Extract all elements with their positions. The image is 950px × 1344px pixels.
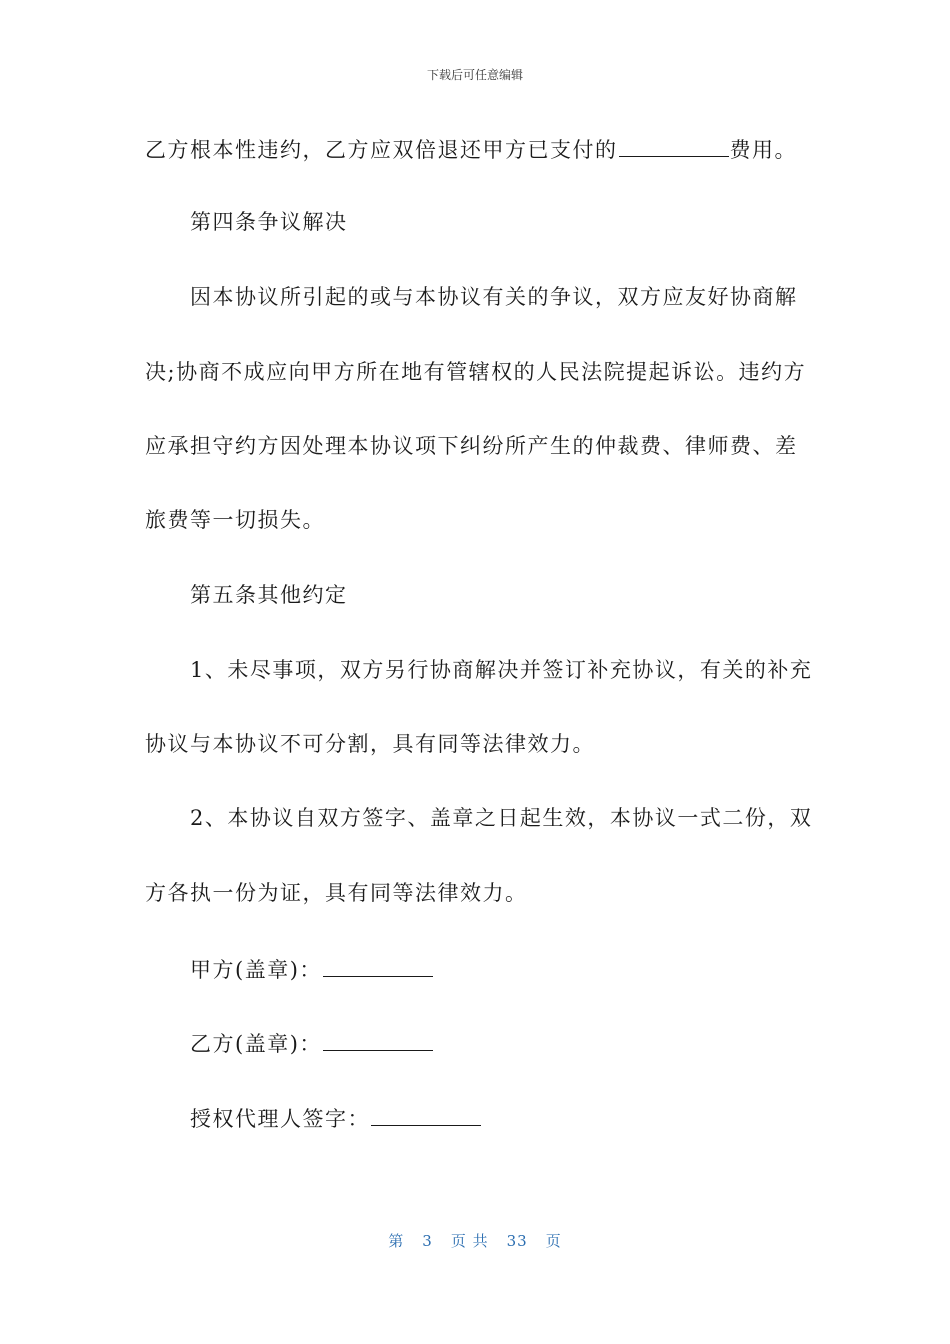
signature-blank[interactable] xyxy=(371,1105,481,1126)
article-4-title: 第四条争议解决 xyxy=(190,210,348,234)
signature-label: 甲方(盖章)： xyxy=(190,958,322,982)
paragraph-line xyxy=(145,136,797,162)
page-suffix: 页 xyxy=(545,1232,562,1250)
page-total: 33 xyxy=(506,1232,528,1250)
signature-party-a xyxy=(190,956,434,982)
fill-in-blank[interactable] xyxy=(619,136,729,157)
paragraph-text: 费用。 xyxy=(729,138,797,162)
paragraph-line: 方各执一份为证，具有同等法律效力。 xyxy=(145,881,528,905)
paragraph-line: 决;协商不成应向甲方所在地有管辖权的人民法院提起诉讼。违约方 xyxy=(145,360,807,384)
paragraph-line: 2、本协议自双方签字、盖章之日起生效，本协议一式二份，双 xyxy=(190,806,813,830)
signature-blank[interactable] xyxy=(323,1030,433,1051)
paragraph-text: 乙方根本性违约，乙方应双倍退还甲方已支付的 xyxy=(145,138,618,162)
paragraph-line: 旅费等一切损失。 xyxy=(145,508,325,532)
paragraph-line: 应承担守约方因处理本协议项下纠纷所产生的仲裁费、律师费、差 xyxy=(145,434,798,458)
page-mid: 页 共 xyxy=(450,1232,489,1250)
article-5-title: 第五条其他约定 xyxy=(190,583,348,607)
page-prefix: 第 xyxy=(388,1232,405,1250)
signature-label: 授权代理人签字： xyxy=(190,1107,370,1131)
page-number: 3 xyxy=(422,1232,433,1250)
signature-label: 乙方(盖章)： xyxy=(190,1032,322,1056)
signature-agent xyxy=(190,1105,482,1131)
page-footer xyxy=(0,1230,950,1251)
paragraph-line: 1、未尽事项，双方另行协商解决并签订补充协议，有关的补充 xyxy=(190,658,813,682)
page-header: 下载后可任意编辑 xyxy=(426,68,523,82)
signature-party-b xyxy=(190,1030,434,1056)
signature-blank[interactable] xyxy=(323,956,433,977)
paragraph-line: 协议与本协议不可分割，具有同等法律效力。 xyxy=(145,732,595,756)
paragraph-line: 因本协议所引起的或与本协议有关的争议，双方应友好协商解 xyxy=(190,285,798,309)
